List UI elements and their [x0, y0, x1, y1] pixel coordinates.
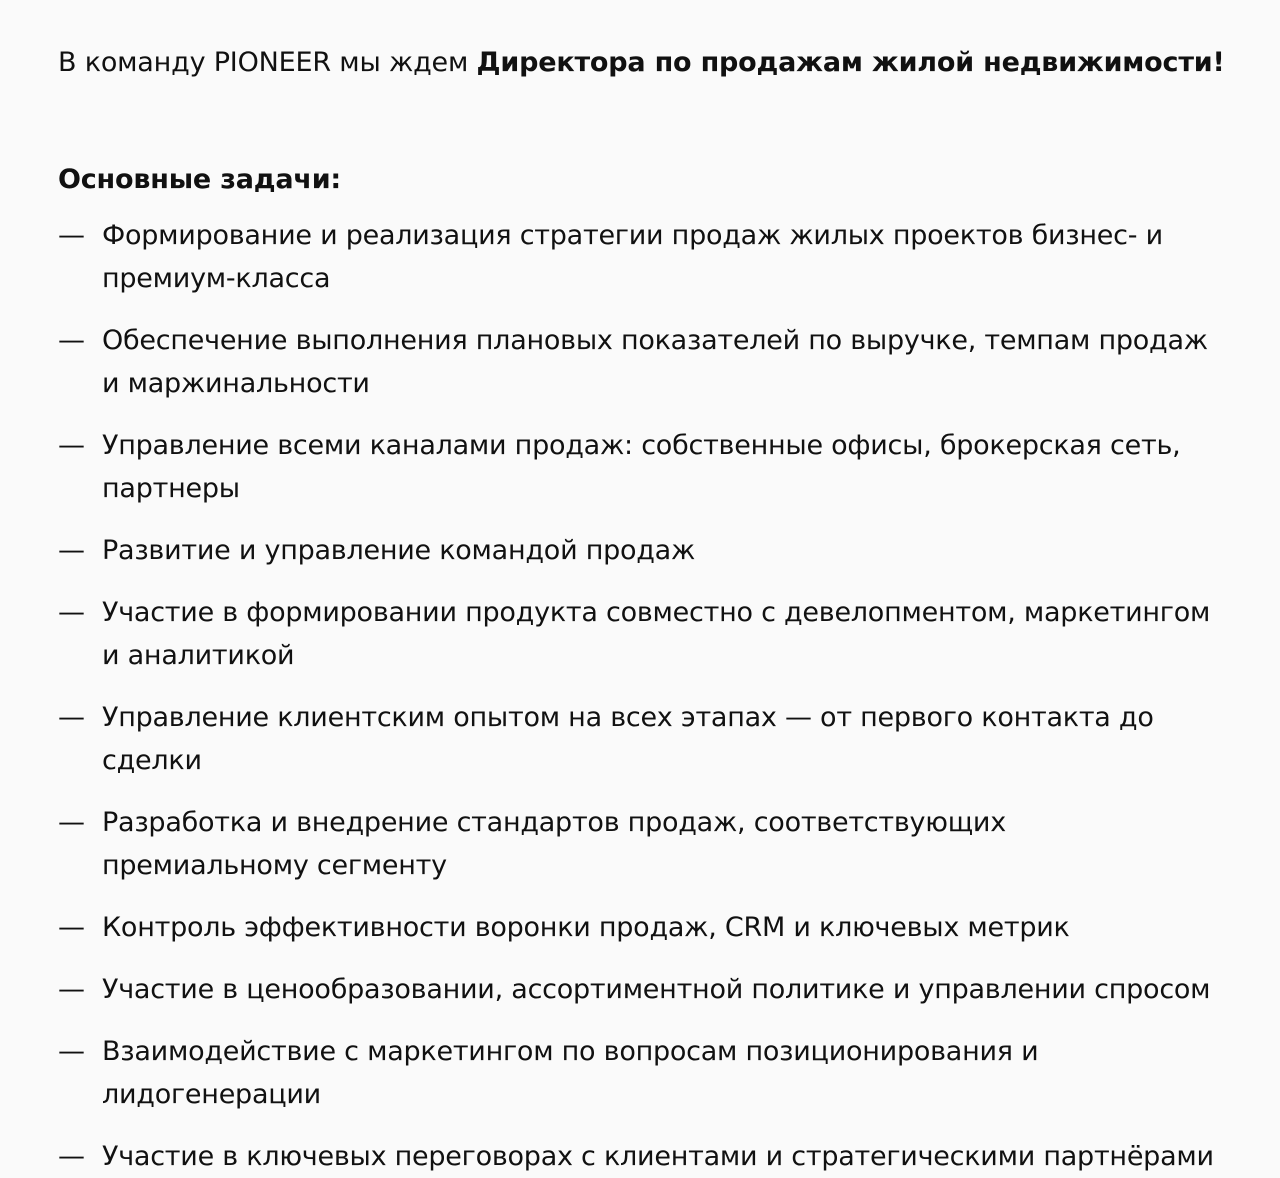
- dash-bullet: —: [58, 702, 85, 733]
- task-text: Взаимодействие с маркетингом по вопросам позиционирования и лидогенерации: [102, 1036, 1039, 1110]
- list-item: [58, 214, 1222, 300]
- list-item: [58, 801, 1222, 887]
- dash-bullet: —: [58, 1036, 85, 1067]
- list-item: [58, 529, 1222, 572]
- dash-bullet: —: [58, 325, 85, 356]
- list-item: [58, 591, 1222, 677]
- task-text: Разработка и внедрение стандартов продаж, соответствующих премиальному сегменту: [102, 807, 1006, 881]
- list-item: [58, 968, 1222, 1011]
- task-text: Развитие и управление командой продаж: [102, 535, 696, 566]
- task-text: Участие в формировании продукта совместно с девелопментом, маркетингом и аналитикой: [102, 597, 1211, 671]
- dash-bullet: —: [58, 535, 85, 566]
- dash-bullet: —: [58, 430, 85, 461]
- task-text: Управление всеми каналами продаж: собственные офисы, брокерская сеть, партнеры: [102, 430, 1181, 504]
- role-title: Директора по продажам жилой недвижимости!: [476, 47, 1225, 78]
- intro-prefix: В команду PIONEER мы ждем: [58, 47, 477, 78]
- dash-bullet: —: [58, 974, 85, 1005]
- tasks-list: [58, 214, 1222, 1178]
- section-title: Основные задачи:: [58, 164, 342, 195]
- dash-bullet: —: [58, 220, 85, 251]
- task-text: Участие в ключевых переговорах с клиентами и стратегическими партнёрами: [102, 1141, 1214, 1172]
- list-item: [58, 1135, 1222, 1178]
- list-item: [58, 319, 1222, 405]
- task-text: Формирование и реализация стратегии продаж жилых проектов бизнес- и премиум-класса: [102, 220, 1163, 294]
- dash-bullet: —: [58, 807, 85, 838]
- task-text: Управление клиентским опытом на всех этапах — от первого контакта до сделки: [102, 702, 1154, 776]
- dash-bullet: —: [58, 1141, 85, 1172]
- task-text: Участие в ценообразовании, ассортиментной политике и управлении спросом: [102, 974, 1211, 1005]
- task-text: Обеспечение выполнения плановых показателей по выручке, темпам продаж и маржинальности: [102, 325, 1208, 399]
- list-item: [58, 906, 1222, 949]
- list-item: [58, 696, 1222, 782]
- list-item: [58, 424, 1222, 510]
- intro-line: [58, 42, 1225, 84]
- dash-bullet: —: [58, 912, 85, 943]
- dash-bullet: —: [58, 597, 85, 628]
- list-item: [58, 1030, 1222, 1116]
- task-text: Контроль эффективности воронки продаж, CRM и ключевых метрик: [102, 912, 1070, 943]
